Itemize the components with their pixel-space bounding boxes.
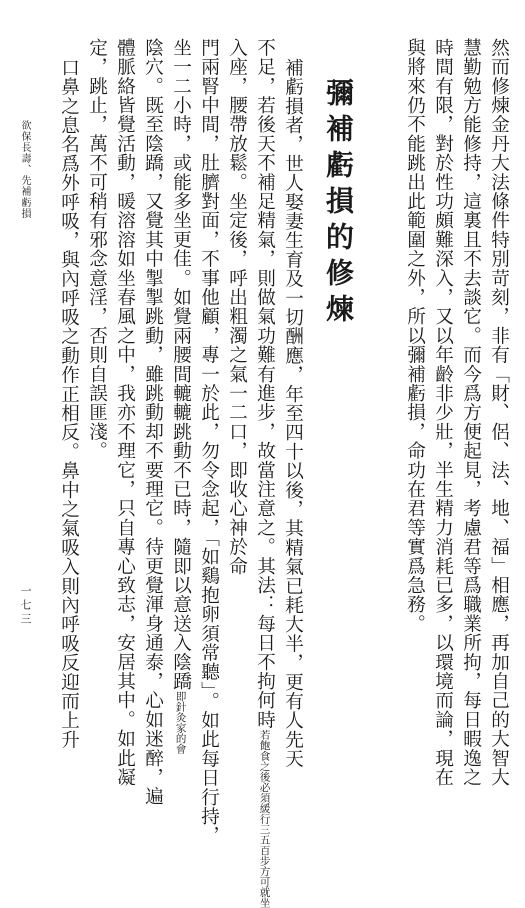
text-column-11: [87, 38, 106, 678]
paragraph-text: 門兩腎中間，肚臍對面，不事他顧，專一於此，勿令念起，「如鷄抱卵須常聽」。如此每日行持，: [198, 38, 220, 845]
text-column-9: [142, 38, 164, 806]
text-column-6b: [227, 38, 246, 678]
text-column-12: [58, 58, 80, 750]
inline-note: 若飽食之後必須緩行三五百步方可就坐: [258, 729, 271, 908]
paragraph-text: 口鼻之息名爲外呼吸，與內呼吸之動作正相反。鼻中之氣吸入則內呼吸反迎而上升: [58, 58, 80, 750]
text-column-5: [282, 58, 304, 769]
text-column-3: [432, 38, 454, 787]
paragraph-text: 然而修煉金丹大法條件特別苛刻，非有「財、侶、法、地、福」相應，再加自己的大智大: [488, 38, 510, 787]
text-column-7: [198, 38, 220, 845]
text-column-1: [488, 38, 510, 787]
paragraph-text: 坐一二小時，或能多坐更佳。如覺兩腰間轆轆跳動不已時，隨即以意送入陰蹻: [170, 38, 192, 691]
text-column-2: [460, 38, 482, 787]
paragraph-text: 時間有限，對於性功頗難深入，又以年齡非少壯，半生精力消耗已多，以環境而論，現在: [432, 38, 454, 787]
paragraph-text: 不足，若後天不補足精氣，則做氣功難有進步，故當注意之。其法：每日不拘何時: [254, 38, 276, 730]
text-column-4: [405, 38, 424, 678]
inline-note: 即針灸家的會: [174, 690, 187, 754]
paragraph-text: 慧勤勉方能修持，這裏且不去談它。而今爲方便起見，考慮君等爲職業所拘，每日暇逸之: [460, 38, 482, 787]
section-title: 彌補虧損的修煉: [322, 78, 355, 330]
paragraph-text: 陰穴。既至陰蹻，又覺其中掣掣跳動，雖跳動却不要理它。待更覺渾身通泰，心如迷醉，遍: [142, 38, 164, 806]
running-head: 欲保長壽、先補虧損: [19, 120, 30, 219]
paragraph-text: 與將來仍不能跳出此範圍之外，所以彌補虧損，命功在君等實爲急務。: [404, 38, 426, 634]
text-column-8: [170, 38, 192, 754]
text-column-10: [114, 38, 136, 787]
text-column-6: [254, 38, 276, 908]
paragraph-text: 入座，腰帶放鬆。坐定後，呼出粗濁之氣一二口，即收心神於命: [226, 38, 248, 576]
page-number: 一七三: [19, 585, 32, 627]
paragraph-text: 補虧損者，世人娶妻生育及一切酬應，年至四十以後，其精氣已耗大半，更有人先天: [282, 58, 304, 769]
paragraph-text: 體脈絡皆覺活動，暖溶溶如坐春風之中，我亦不理它，只自專心致志，安居其中。如此凝: [114, 38, 136, 787]
paragraph-text: 定，跳止，萬不可稍有邪念意淫，否則自誤匪淺。: [86, 38, 108, 461]
